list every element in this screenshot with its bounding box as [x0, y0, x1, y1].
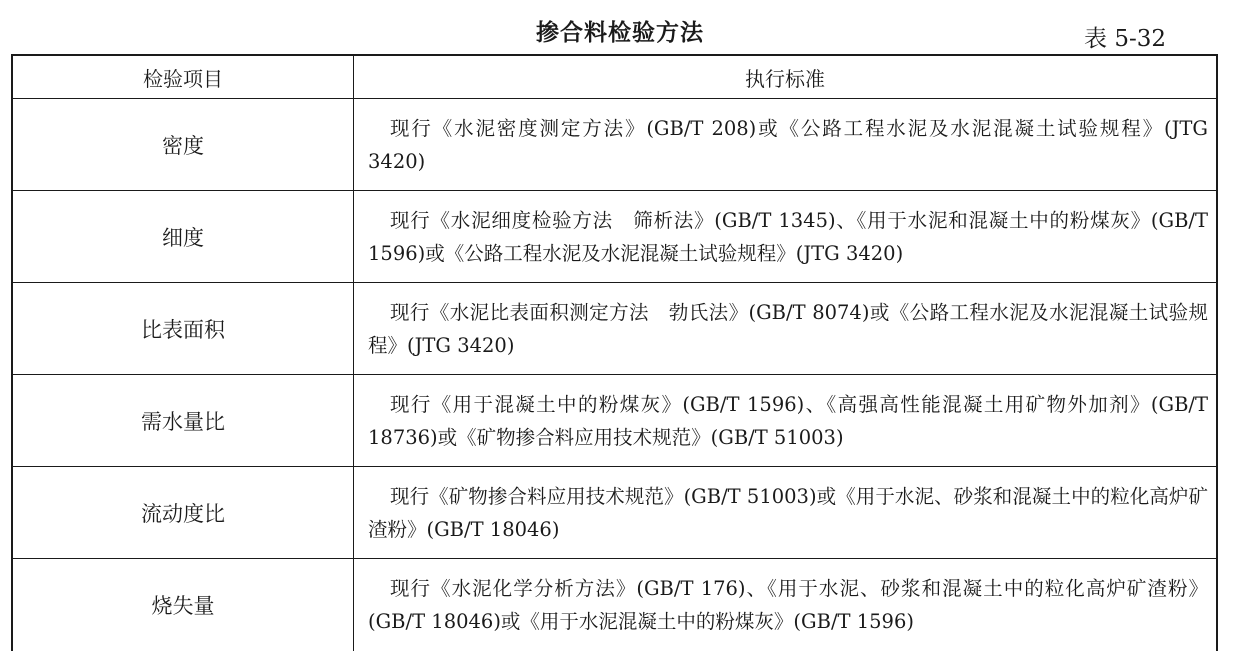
table-header: [12, 55, 1217, 99]
header-standard: 执行标准: [354, 55, 1218, 99]
inspection-methods-table: [11, 54, 1218, 651]
row-item: 需水量比: [12, 375, 354, 467]
row-standard: 现行《水泥密度测定方法》(GB/T 208)或《公路工程水泥及水泥混凝土试验规程》(JTG 3420): [354, 99, 1218, 191]
table-row: [12, 375, 1217, 467]
header-row: [12, 55, 1217, 99]
row-item: 比表面积: [12, 283, 354, 375]
table-body: [12, 99, 1217, 651]
table-row: [12, 191, 1217, 283]
row-standard: 现行《矿物掺合料应用技术规范》(GB/T 51003)或《用于水泥、砂浆和混凝土中的粒化高炉矿渣粉》(GB/T 18046): [354, 467, 1218, 559]
row-item: 烧失量: [12, 559, 354, 651]
row-standard: 现行《水泥比表面积测定方法 勃氏法》(GB/T 8074)或《公路工程水泥及水泥混凝土试验规程》(JTG 3420): [354, 283, 1218, 375]
table-title: 掺合料检验方法: [536, 20, 704, 46]
table-number: 表 5-32: [1084, 26, 1166, 52]
table-row: [12, 467, 1217, 559]
row-standard: 现行《用于混凝土中的粉煤灰》(GB/T 1596)、《高强高性能混凝土用矿物外加剂》(GB/T 18736)或《矿物掺合料应用技术规范》(GB/T 51003): [354, 375, 1218, 467]
row-standard: 现行《水泥细度检验方法 筛析法》(GB/T 1345)、《用于水泥和混凝土中的粉煤灰》(GB/T 1596)或《公路工程水泥及水泥混凝土试验规程》(JTG 3420): [354, 191, 1218, 283]
table-row: [12, 559, 1217, 651]
table-row: [12, 99, 1217, 191]
header-item: 检验项目: [12, 55, 354, 99]
row-standard: 现行《水泥化学分析方法》(GB/T 176)、《用于水泥、砂浆和混凝土中的粒化高炉矿渣粉》(GB/T 18046)或《用于水泥混凝土中的粉煤灰》(GB/T 1596): [354, 559, 1218, 651]
table-row: [12, 283, 1217, 375]
row-item: 密度: [12, 99, 354, 191]
row-item: 流动度比: [12, 467, 354, 559]
row-item: 细度: [12, 191, 354, 283]
